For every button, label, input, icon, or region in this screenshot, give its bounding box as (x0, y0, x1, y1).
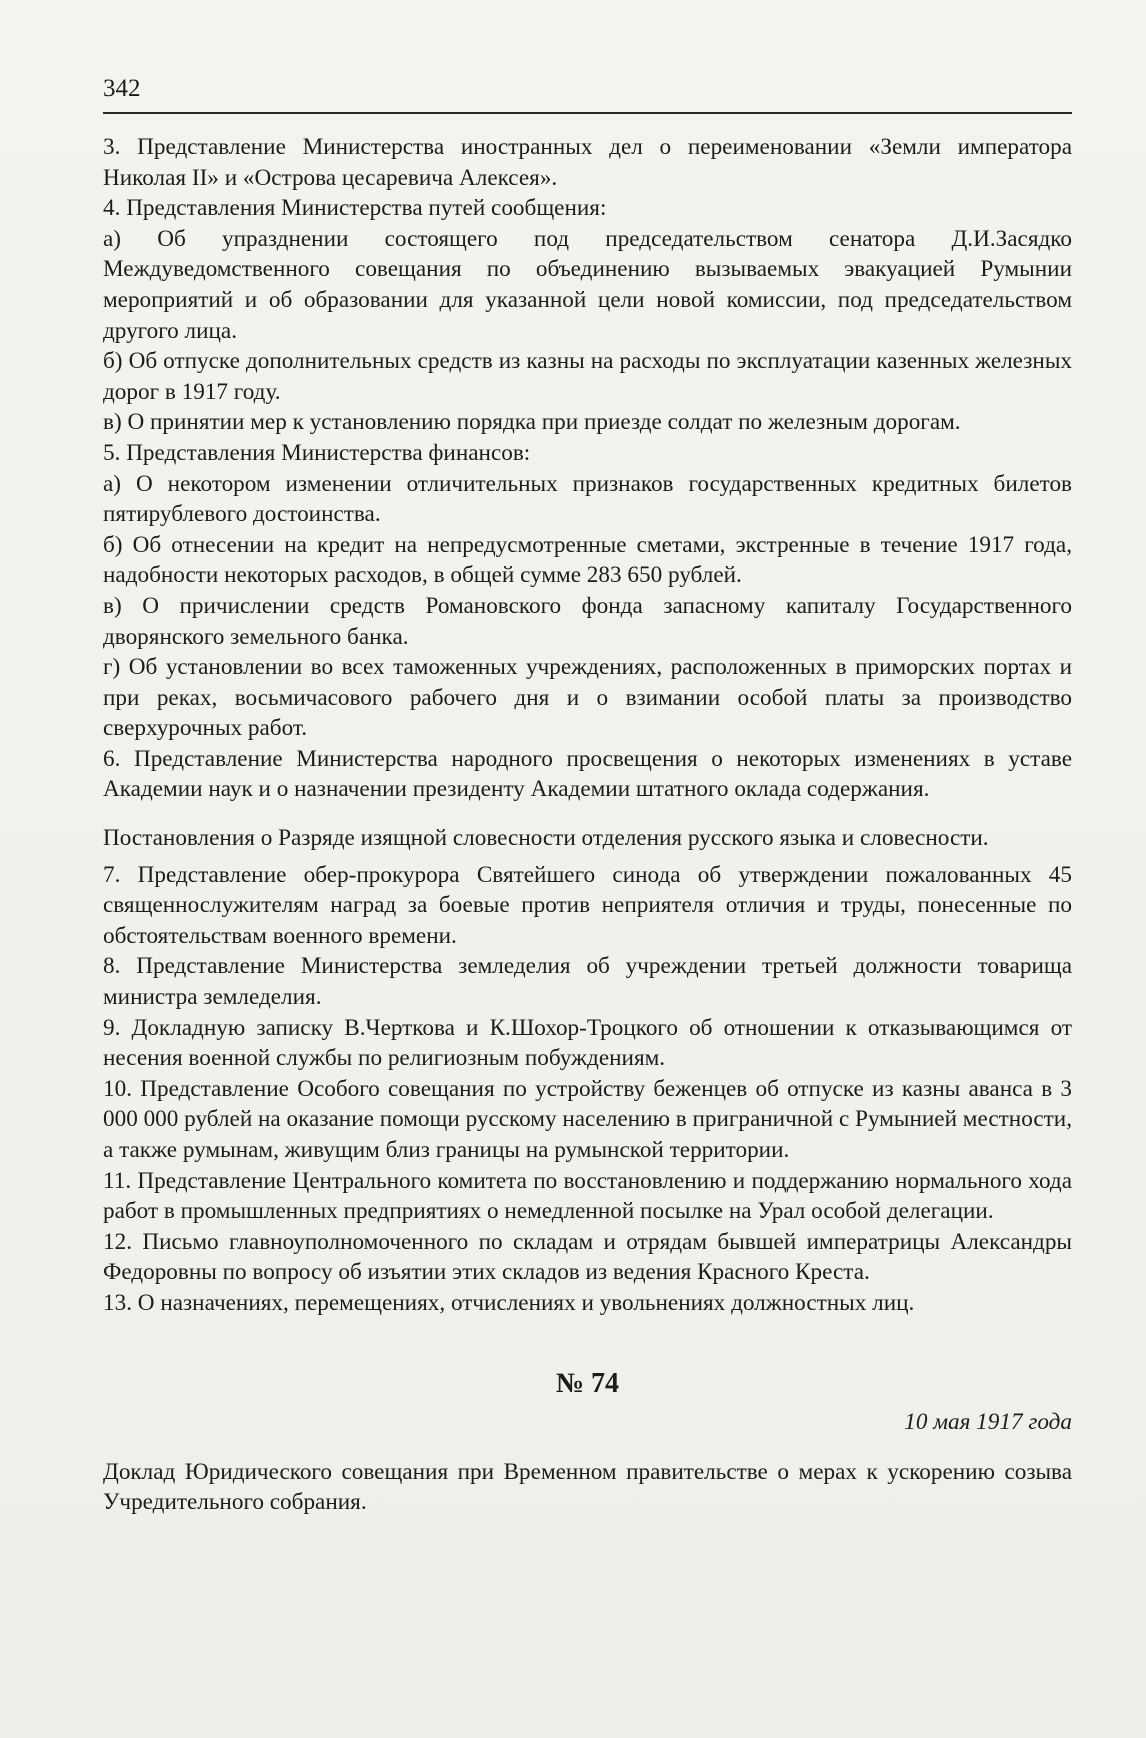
resolution-text: Постановления о Разряде изящной словесности отделения русского языка и словесности. (103, 825, 989, 852)
list-item: 8. Представление Министерства земледелия об учреждении третьей должности товарища министра земледелия. (103, 953, 1072, 1011)
list-item: 13. О назначениях, перемещениях, отчислениях и увольнениях должностных лиц. (103, 1289, 915, 1316)
document-title: Доклад Юридического совещания при Временном правительстве о мерах к ускорению созыва Учредительного собрания. (103, 1458, 1072, 1516)
list-item: 6. Представление Министерства народного просвещения о некоторых изменениях в уставе Академии наук и о назначении президенту Академии штатного оклада содержания. (103, 745, 1072, 803)
document-number: № 74 (555, 1367, 620, 1399)
list-item: в) О причислении средств Романовского фонда запасному капиталу Государственного дворянского земельного банка. (103, 592, 1072, 650)
list-item: 3. Представление Министерства иностранных дел о переименовании «Земли императора Николая II» и «Острова цесаревича Алексея». (103, 134, 1072, 191)
header-rule (103, 112, 1072, 114)
document-body (103, 132, 1072, 1518)
page-number: 342 (103, 75, 141, 102)
list-item: 9. Докладную записку В.Черткова и К.Шохор-Троцкого об отношении к отказывающимся от несения военной службы по религиозным побуждениям. (103, 1014, 1072, 1072)
list-item: а) О некотором изменении отличительных признаков государственных кредитных билетов пятирублевого достоинства. (103, 470, 1072, 528)
list-item: г) Об установлении во всех таможенных учреждениях, расположенных в приморских портах и при реках, восьмичасового рабочего дня и о взимании особой платы за производство сверхурочных работ. (103, 654, 1072, 742)
list-item: в) О принятии мер к установлению порядка при приезде солдат по железным дорогам. (103, 409, 961, 436)
list-item: 5. Представления Министерства финансов: (103, 439, 531, 466)
list-item: 12. Письмо главноуполномоченного по складам и отрядам бывшей императрицы Александры Федоровны по вопросу об изъятии этих складов из ведения Красного Креста. (103, 1228, 1072, 1286)
list-item: 10. Представление Особого совещания по устройству беженцев об отпуске из казны аванса в 3 000 000 рублей на оказание помощи русскому населению в приграничной с Румынией местности, а также румынам, живущим близ границы на румынской территории. (103, 1075, 1072, 1163)
document-date: 10 мая 1917 года (904, 1408, 1072, 1435)
list-item: 11. Представление Центрального комитета по восстановлению и поддержанию нормального хода работ в промышленных предприятиях о немедленной посылке на Урал особой делегации. (103, 1167, 1072, 1225)
list-item: 4. Представления Министерства путей сообщения: (103, 195, 607, 222)
list-item: 7. Представление обер-прокурора Святейшего синода об утверждении пожалованных 45 священнослужителям наград за боевые против неприятеля отличия и труды, понесенные по обстоятельствам военного времени. (103, 861, 1072, 949)
list-item: б) Об отпуске дополнительных средств из казны на расходы по эксплуатации казенных железных дорог в 1917 году. (103, 348, 1072, 405)
list-item: а) Об упразднении состоящего под председательством сенатора Д.И.Засядко Междуведомственного совещания по объединению вызываемых эвакуацией Румынии мероприятий и об образовании для указанной цели новой комиссии, под председательством другого лица. (103, 225, 1072, 344)
list-item: б) Об отнесении на кредит на непредусмотренные сметами, экстренные в течение 1917 года, надобности некоторых расходов, в общей сумме 283 650 рублей. (103, 531, 1072, 589)
